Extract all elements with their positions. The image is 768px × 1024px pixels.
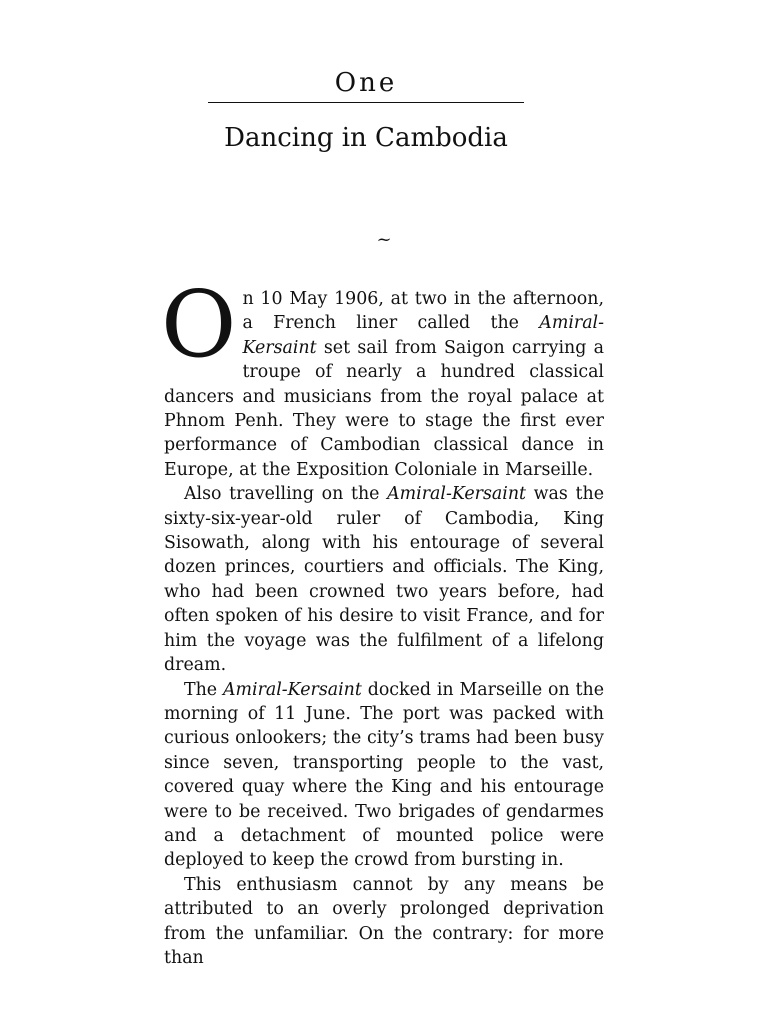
paragraph-4: This enthusiasm cannot by any means be attributed to an overly prolonged deprivation from the unfamiliar. On the contrary: for more than: [164, 874, 604, 968]
ship-name: Amiral-Kersaint: [387, 484, 527, 505]
paragraph-3-text-a: The: [184, 679, 223, 700]
body-text: [161, 271, 605, 970]
chapter-divider: [208, 102, 524, 103]
paragraph-1: [161, 271, 604, 482]
paragraph-3-text-b: docked in Marseille on the morning of 11 June. The port was packed with curious onlookers; the city’s trams had been busy since seven, transporting people to the vast, covered quay where the King and his entourage were to be received. Two brigades of gendarmes and a detachment of mounted police were deployed to keep the crowd from bursting in.: [164, 679, 605, 871]
chapter-title: Dancing in Cambodia: [224, 123, 508, 153]
ornament-swung-dash: ~: [376, 229, 392, 250]
paragraph-3: [164, 678, 604, 873]
drop-cap: O: [161, 271, 237, 378]
paragraph-2-text-a: Also travelling on the: [184, 484, 388, 505]
chapter-number: One: [334, 68, 398, 98]
paragraph-2: [164, 482, 604, 677]
ship-name: Amiral-Kersaint: [242, 313, 604, 358]
paragraph-1-text-b: set sail from Saigon carrying a troupe of nearly a hundred classical dancers and musicians from the royal palace at Phnom Penh. They were to stage the first ever performance of Cambodian classical dance in Europe, at the Exposition Coloniale in Marseille.: [164, 337, 604, 480]
paragraph-2-text-b: was the sixty-six-year-old ruler of Cambodia, King Sisowath, along with his entourage of several dozen princes, courtiers and officials. The King, who had been crowned two years before, had often spoken of his desire to visit France, and for him the voyage was the fulfilment of a lifelong dream.: [164, 484, 604, 676]
paragraph-1-text-a: n 10 May 1906, at two in the afternoon, a French liner called the: [242, 289, 604, 334]
ship-name: Amiral-Kersaint: [222, 679, 362, 700]
